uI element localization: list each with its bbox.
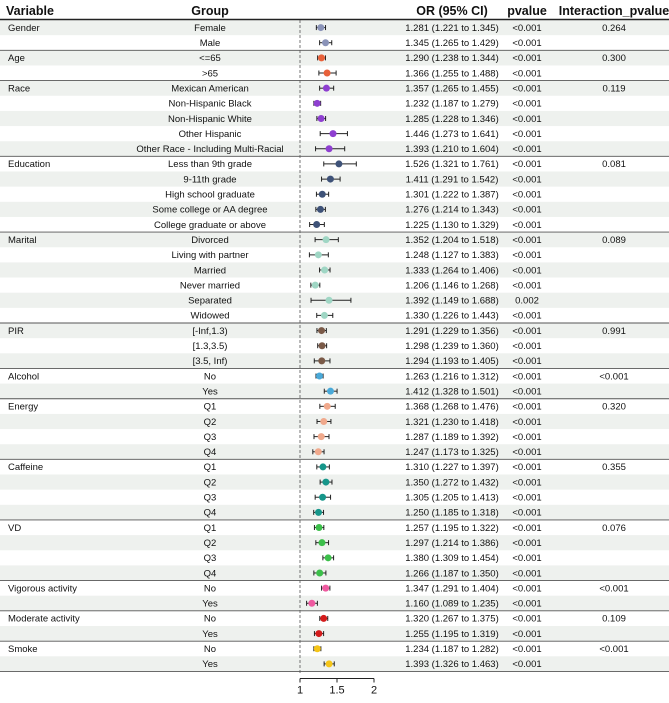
- group-label: Q3: [203, 492, 217, 504]
- group-label: Divorced: [191, 234, 229, 246]
- row-band: [0, 20, 669, 35]
- group-label: Other Hispanic: [178, 128, 242, 140]
- or-ci-text: 1.281 (1.221 to 1.345): [405, 22, 499, 34]
- variable-label: Vigorous activity: [8, 583, 77, 595]
- or-point: [316, 569, 323, 576]
- or-point: [312, 282, 319, 289]
- or-ci-text: 1.301 (1.222 to 1.387): [405, 189, 499, 201]
- interaction-pvalue: 0.109: [602, 613, 626, 625]
- pvalue-text: <0.001: [512, 219, 542, 231]
- or-point: [315, 630, 322, 637]
- group-label: [1.3,3.5): [192, 341, 228, 353]
- pvalue-text: <0.001: [512, 507, 542, 519]
- x-tick-label: 2: [370, 684, 378, 697]
- pvalue-text: <0.001: [512, 98, 542, 110]
- pvalue-text: <0.001: [512, 462, 542, 474]
- group-label: [-Inf,1.3): [192, 325, 228, 337]
- variable-label: Education: [8, 159, 51, 171]
- group-label: Living with partner: [171, 250, 249, 262]
- pvalue-text: <0.001: [512, 416, 542, 428]
- or-ci-text: 1.285 (1.228 to 1.346): [405, 113, 499, 125]
- or-ci-text: 1.412 (1.328 to 1.501): [405, 386, 499, 398]
- row-band: [0, 596, 669, 611]
- pvalue-text: <0.001: [512, 325, 542, 337]
- or-point: [316, 524, 323, 531]
- pvalue-text: <0.001: [512, 128, 542, 140]
- group-label: [3.5, Inf): [192, 356, 228, 368]
- variable-label: Age: [8, 53, 25, 65]
- row-band: [0, 444, 669, 459]
- or-point: [315, 251, 322, 258]
- or-ci-text: 1.225 (1.130 to 1.329): [405, 219, 499, 231]
- pvalue-text: <0.001: [512, 568, 542, 580]
- or-ci-text: 1.366 (1.255 to 1.488): [405, 68, 499, 80]
- pvalue-text: <0.001: [512, 553, 542, 565]
- or-point: [322, 39, 329, 46]
- or-ci-text: 1.345 (1.265 to 1.429): [405, 38, 499, 50]
- or-point: [315, 448, 322, 455]
- variable-label: Race: [8, 83, 31, 95]
- or-ci-text: 1.333 (1.264 to 1.406): [405, 265, 499, 277]
- group-label: Non-Hispanic Black: [168, 98, 252, 110]
- pvalue-text: <0.001: [512, 386, 542, 398]
- group-label: Q4: [203, 447, 217, 459]
- or-ci-text: 1.330 (1.226 to 1.443): [405, 310, 499, 322]
- group-label: Q2: [203, 537, 217, 549]
- interaction-pvalue: <0.001: [599, 583, 629, 595]
- pvalue-text: <0.001: [512, 644, 542, 656]
- x-axis: [297, 678, 377, 696]
- or-point: [318, 54, 325, 61]
- or-point: [308, 600, 315, 607]
- pvalue-text: <0.001: [512, 598, 542, 610]
- or-ci-text: 1.368 (1.268 to 1.476): [405, 401, 499, 413]
- group-label: Q3: [203, 553, 217, 565]
- or-point: [322, 585, 329, 592]
- or-ci-text: 1.232 (1.187 to 1.279): [405, 98, 499, 110]
- group-label: Q3: [203, 431, 217, 443]
- or-ci-text: 1.257 (1.195 to 1.322): [405, 522, 499, 534]
- row-bands: [0, 20, 669, 671]
- group-label: High school graduate: [165, 189, 255, 201]
- pvalue-text: <0.001: [512, 613, 542, 625]
- group-label: Non-Hispanic White: [168, 113, 252, 125]
- row-band: [0, 535, 669, 550]
- group-label: Q1: [203, 522, 217, 534]
- row-band: [0, 50, 669, 65]
- or-point: [330, 130, 337, 137]
- row-band: [0, 81, 669, 96]
- row-band: [0, 111, 669, 126]
- header-group: Group: [191, 4, 229, 18]
- pvalue-text: <0.001: [512, 583, 542, 595]
- variable-label: Smoke: [8, 644, 38, 656]
- pvalue-text: <0.001: [512, 189, 542, 201]
- x-tick-label: 1: [296, 684, 304, 697]
- pvalue-text: <0.001: [512, 401, 542, 413]
- pvalue-text: <0.001: [512, 522, 542, 534]
- or-point: [326, 297, 333, 304]
- interaction-pvalue: 0.264: [602, 22, 626, 34]
- interaction-pvalue: 0.355: [602, 462, 626, 474]
- group-label: Mexican American: [171, 83, 249, 95]
- or-point: [313, 221, 320, 228]
- group-label: Married: [193, 265, 227, 277]
- or-ci-text: 1.297 (1.214 to 1.386): [405, 537, 499, 549]
- group-label: No: [203, 371, 217, 383]
- or-point: [325, 554, 332, 561]
- or-point: [335, 160, 342, 167]
- pvalue-text: <0.001: [512, 38, 542, 50]
- interaction-pvalue: 0.300: [602, 53, 626, 65]
- or-point: [318, 539, 325, 546]
- group-label: Less than 9th grade: [168, 159, 252, 171]
- or-ci-text: 1.392 (1.149 to 1.688): [405, 295, 499, 307]
- group-label: No: [203, 644, 217, 656]
- variable-label: Gender: [8, 22, 40, 34]
- row-band: [0, 475, 669, 490]
- or-ci-text: 1.250 (1.185 to 1.318): [405, 507, 499, 519]
- or-ci-text: 1.526 (1.321 to 1.761): [405, 159, 499, 171]
- or-ci-text: 1.266 (1.187 to 1.350): [405, 568, 499, 580]
- or-point: [323, 85, 330, 92]
- pvalue-text: <0.001: [512, 431, 542, 443]
- or-ci-text: 1.320 (1.267 to 1.375): [405, 613, 499, 625]
- or-point: [322, 479, 329, 486]
- pvalue-text: <0.001: [512, 159, 542, 171]
- or-point: [316, 373, 323, 380]
- or-point: [320, 418, 327, 425]
- or-ci-text: 1.291 (1.229 to 1.356): [405, 325, 499, 337]
- or-ci-text: 1.298 (1.239 to 1.360): [405, 341, 499, 353]
- or-point: [323, 236, 330, 243]
- or-ci-text: 1.290 (1.238 to 1.344): [405, 53, 499, 65]
- group-label: 9-11th grade: [183, 174, 237, 186]
- interaction-pvalue: 0.076: [602, 522, 626, 534]
- group-label: >65: [201, 68, 219, 80]
- pvalue-text: 0.002: [515, 295, 539, 307]
- or-ci-text: 1.310 (1.227 to 1.397): [405, 462, 499, 474]
- group-label: Female: [194, 22, 226, 34]
- or-ci-text: 1.350 (1.272 to 1.432): [405, 477, 499, 489]
- interaction-pvalue: 0.320: [602, 401, 626, 413]
- header-or: OR (95% CI): [416, 4, 488, 18]
- variable-label: Caffeine: [8, 462, 44, 474]
- group-label: Q4: [203, 507, 217, 519]
- or-ci-text: 1.234 (1.187 to 1.282): [405, 644, 499, 656]
- row-band: [0, 262, 669, 277]
- variable-label: Energy: [8, 401, 39, 413]
- or-ci-text: 1.357 (1.265 to 1.455): [405, 83, 499, 95]
- group-label: Other Race - Including Multi-Racial: [136, 144, 284, 156]
- pvalue-text: <0.001: [512, 356, 542, 368]
- or-point: [318, 357, 325, 364]
- interaction-pvalue: 0.089: [602, 234, 626, 246]
- group-label: Q2: [203, 416, 217, 428]
- header-variable: Variable: [6, 4, 54, 18]
- pvalue-text: <0.001: [512, 174, 542, 186]
- or-point: [319, 463, 326, 470]
- row-band: [0, 323, 669, 338]
- or-point: [315, 509, 322, 516]
- group-label: Q4: [203, 568, 217, 580]
- pvalue-text: <0.001: [512, 53, 542, 65]
- row-band: [0, 626, 669, 641]
- or-point: [324, 70, 331, 77]
- or-point: [318, 115, 325, 122]
- group-label: <=65: [199, 53, 221, 65]
- group-label: No: [203, 613, 217, 625]
- pvalue-text: <0.001: [512, 250, 542, 262]
- pvalue-text: <0.001: [512, 83, 542, 95]
- variable-label: Marital: [8, 234, 37, 246]
- group-label: Q1: [203, 462, 217, 474]
- or-ci-text: 1.160 (1.089 to 1.235): [405, 598, 499, 610]
- group-label: Q2: [203, 477, 217, 489]
- group-label: Yes: [202, 598, 218, 610]
- pvalue-text: <0.001: [512, 477, 542, 489]
- or-point: [318, 433, 325, 440]
- pvalue-text: <0.001: [512, 341, 542, 353]
- group-label: Some college or AA degree: [152, 204, 268, 216]
- pvalue-text: <0.001: [512, 22, 542, 34]
- or-point: [317, 206, 324, 213]
- or-point: [319, 191, 326, 198]
- or-point: [314, 645, 321, 652]
- row-band: [0, 202, 669, 217]
- or-ci-text: 1.276 (1.214 to 1.343): [405, 204, 499, 216]
- pvalue-text: <0.001: [512, 659, 542, 671]
- or-ci-text: 1.294 (1.193 to 1.405): [405, 356, 499, 368]
- or-ci-text: 1.255 (1.195 to 1.319): [405, 628, 499, 640]
- or-point: [319, 342, 326, 349]
- or-ci-text: 1.287 (1.189 to 1.392): [405, 431, 499, 443]
- variable-label: PIR: [8, 325, 24, 337]
- pvalue-text: <0.001: [512, 280, 542, 292]
- or-point: [321, 312, 328, 319]
- pvalue-text: <0.001: [512, 537, 542, 549]
- header-interaction-pvalue: Interaction_pvalue: [558, 4, 669, 18]
- group-label: Separated: [188, 295, 232, 307]
- or-point: [314, 100, 321, 107]
- group-label: Q1: [203, 401, 217, 413]
- group-label: No: [203, 583, 217, 595]
- or-ci-text: 1.347 (1.291 to 1.404): [405, 583, 499, 595]
- or-ci-text: 1.411 (1.291 to 1.542): [405, 174, 499, 186]
- group-label: Never married: [179, 280, 241, 292]
- or-point: [327, 176, 334, 183]
- x-tick-label: 1.5: [329, 684, 345, 697]
- or-ci-text: 1.380 (1.309 to 1.454): [405, 553, 499, 565]
- or-ci-text: 1.206 (1.146 to 1.268): [405, 280, 499, 292]
- or-point: [317, 24, 324, 31]
- pvalue-text: <0.001: [512, 265, 542, 277]
- interaction-pvalue: 0.991: [602, 325, 626, 337]
- pvalue-text: <0.001: [512, 204, 542, 216]
- or-ci-text: 1.446 (1.273 to 1.641): [405, 128, 499, 140]
- group-label: Yes: [202, 386, 218, 398]
- row-band: [0, 565, 669, 580]
- or-point: [320, 615, 327, 622]
- variable-label: Alcohol: [8, 371, 40, 383]
- or-point: [327, 388, 334, 395]
- or-ci-text: 1.247 (1.173 to 1.325): [405, 447, 499, 459]
- row-band: [0, 414, 669, 429]
- or-point: [318, 327, 325, 334]
- group-label: Male: [199, 38, 221, 50]
- or-ci-text: 1.263 (1.216 to 1.312): [405, 371, 499, 383]
- pvalue-text: <0.001: [512, 113, 542, 125]
- interaction-pvalue: <0.001: [599, 371, 629, 383]
- pvalue-text: <0.001: [512, 68, 542, 80]
- pvalue-text: <0.001: [512, 144, 542, 156]
- or-ci-text: 1.393 (1.210 to 1.604): [405, 144, 499, 156]
- interaction-pvalue: <0.001: [599, 644, 629, 656]
- or-point: [324, 403, 331, 410]
- row-band: [0, 353, 669, 368]
- pvalue-text: <0.001: [512, 310, 542, 322]
- row-band: [0, 505, 669, 520]
- group-label: Yes: [202, 628, 218, 640]
- pvalue-text: <0.001: [512, 447, 542, 459]
- group-label: Yes: [202, 659, 218, 671]
- pvalue-text: <0.001: [512, 371, 542, 383]
- table-header: [6, 4, 669, 18]
- or-ci-text: 1.321 (1.230 to 1.418): [405, 416, 499, 428]
- variable-label: VD: [8, 522, 22, 534]
- or-ci-text: 1.305 (1.205 to 1.413): [405, 492, 499, 504]
- or-point: [326, 145, 333, 152]
- variable-label: Moderate activity: [8, 613, 80, 625]
- or-point: [319, 494, 326, 501]
- header-pvalue: pvalue: [507, 4, 547, 18]
- or-point: [326, 660, 333, 667]
- or-point: [321, 266, 328, 273]
- or-ci-text: 1.352 (1.204 to 1.518): [405, 234, 499, 246]
- group-label: College graduate or above: [154, 219, 266, 231]
- pvalue-text: <0.001: [512, 234, 542, 246]
- interaction-pvalue: 0.081: [602, 159, 626, 171]
- or-ci-text: 1.393 (1.326 to 1.463): [405, 659, 499, 671]
- or-ci-text: 1.248 (1.127 to 1.383): [405, 250, 499, 262]
- pvalue-text: <0.001: [512, 628, 542, 640]
- interaction-pvalue: 0.119: [602, 83, 626, 95]
- pvalue-text: <0.001: [512, 492, 542, 504]
- group-label: Widowed: [190, 310, 230, 322]
